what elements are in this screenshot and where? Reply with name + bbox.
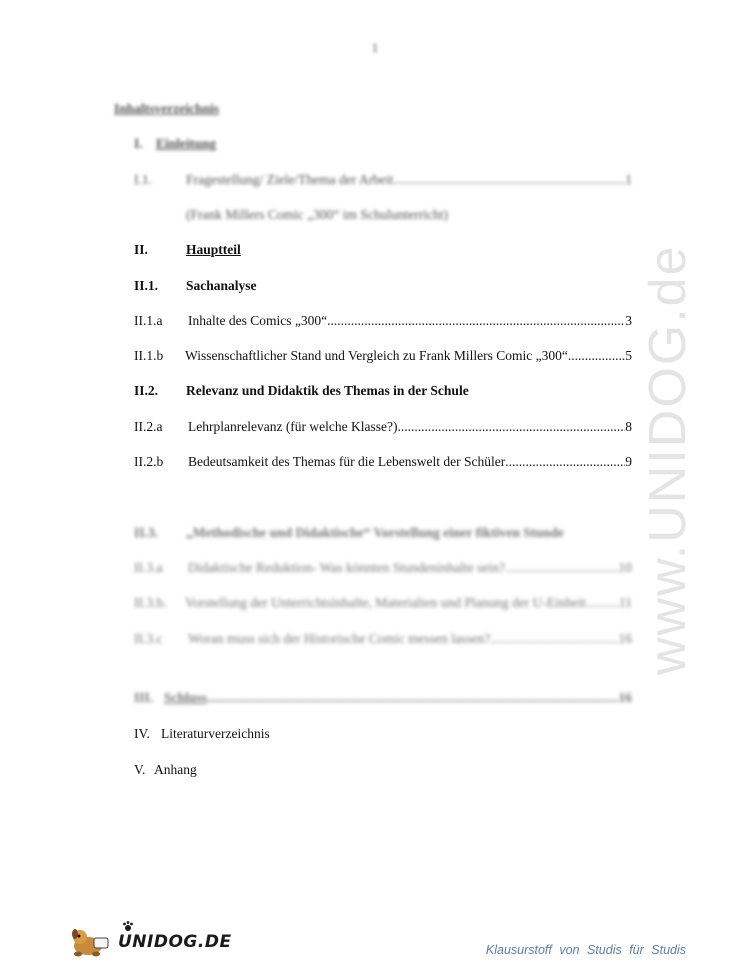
section-title: Relevanz und Didaktik des Themas in der Schule [186,383,469,398]
section-number: II.3. [134,525,159,540]
section-number: II.1. [134,278,159,293]
entry-title: Didaktische Reduktion- Was könnten Stundeninhalte sein? [188,560,505,575]
entry-subtitle: (Frank Millers Comic „300“ im Schulunterricht) [186,207,449,222]
entry-page: 9 [625,454,632,469]
watermark-text: www.UNIDOG.de [639,244,697,676]
section-number: III. [134,690,154,705]
section-title: „Methodische und Didaktische“ Vorstellung einer fiktiven Stunde [186,525,564,540]
toc-heading: Inhaltsverzeichnis [114,101,220,116]
entry-title: Wissenschaftlicher Stand und Vergleich zu Frank Millers Comic „300“ [185,348,568,363]
section-number: V. [134,762,146,777]
dot-leader [586,592,619,614]
entry-page: 3 [625,313,632,328]
section-number: IV. [134,726,150,741]
section-title: Hauptteil [186,242,241,257]
entry-page: 5 [625,348,632,363]
entry-title: Vorstellung der Unterrichtsinhalte, Materialien und Planung der U-Einheit [185,595,586,610]
dot-leader [490,628,618,650]
section-number: II. [134,242,148,257]
paw-icon [122,920,134,932]
section-title: Schluss [164,690,207,705]
toc-entry-2-1-b [134,345,632,367]
toc-entry-1-1-subtitle [134,204,632,226]
toc-section-2 [134,239,632,261]
entry-title: Woran muss sich der Historische Comic messen lassen? [188,631,491,646]
entry-page: 11 [619,595,632,610]
toc-section-2-3 [134,522,578,544]
toc-section-2-2 [134,380,632,402]
footer-tagline: Klausurstoff von Studis für Studis [485,943,686,957]
section-title: Einleitung [156,136,217,151]
entry-number: II.1.a [134,313,163,328]
entry-number: II.3.a [134,560,163,575]
toc-entry-2-3-a [134,557,632,579]
dot-leader [393,169,625,191]
section-title: Anhang [154,762,197,777]
entry-title: Bedeutsamkeit des Themas für die Lebenswelt der Schüler [188,454,506,469]
toc-section-4 [134,723,632,745]
toc-section-2-1 [134,275,632,297]
entry-page: 16 [618,631,632,646]
entry-page: 16 [618,690,632,705]
toc-entry-1-1 [134,169,632,191]
toc-section-5 [134,759,632,781]
toc-entry-2-2-a [134,416,632,438]
logo-text: UNIDOG.DE [118,932,232,952]
toc-section-3 [134,687,632,709]
section-number: I. [134,136,143,151]
toc-entry-2-1-a [134,310,632,332]
dot-leader [327,310,625,332]
section-title: Literaturverzeichnis [161,726,270,741]
entry-number: II.2.b [134,454,164,469]
dot-leader [505,451,625,473]
entry-number: II.2.a [134,419,163,434]
entry-page: 1 [625,172,632,187]
entry-page: 8 [625,419,632,434]
toc-section-1 [134,133,632,155]
entry-page: 10 [618,560,632,575]
dog-mascot-icon [66,926,116,958]
entry-number: II.1.b [134,348,164,363]
toc-entry-2-3-b [134,592,632,614]
entry-number: II.3.c [134,631,163,646]
dot-leader [398,416,626,438]
dot-leader [568,345,625,367]
page-number: 1 [371,40,379,55]
dot-leader [207,687,619,709]
entry-title: Fragestellung/ Ziele/Thema der Arbeit [186,172,394,187]
entry-title: Lehrplanrelevanz (für welche Klasse?) [188,419,398,434]
toc-entry-2-3-c [134,628,632,650]
entry-number: II.3.b. [134,595,167,610]
entry-number: I.1. [134,172,152,187]
section-number: II.2. [134,383,159,398]
entry-title: Inhalte des Comics „300“ [188,313,328,328]
dot-leader [505,557,619,579]
section-title: Sachanalyse [186,278,257,293]
toc-entry-2-2-b [134,451,632,473]
unidog-logo [66,926,232,956]
